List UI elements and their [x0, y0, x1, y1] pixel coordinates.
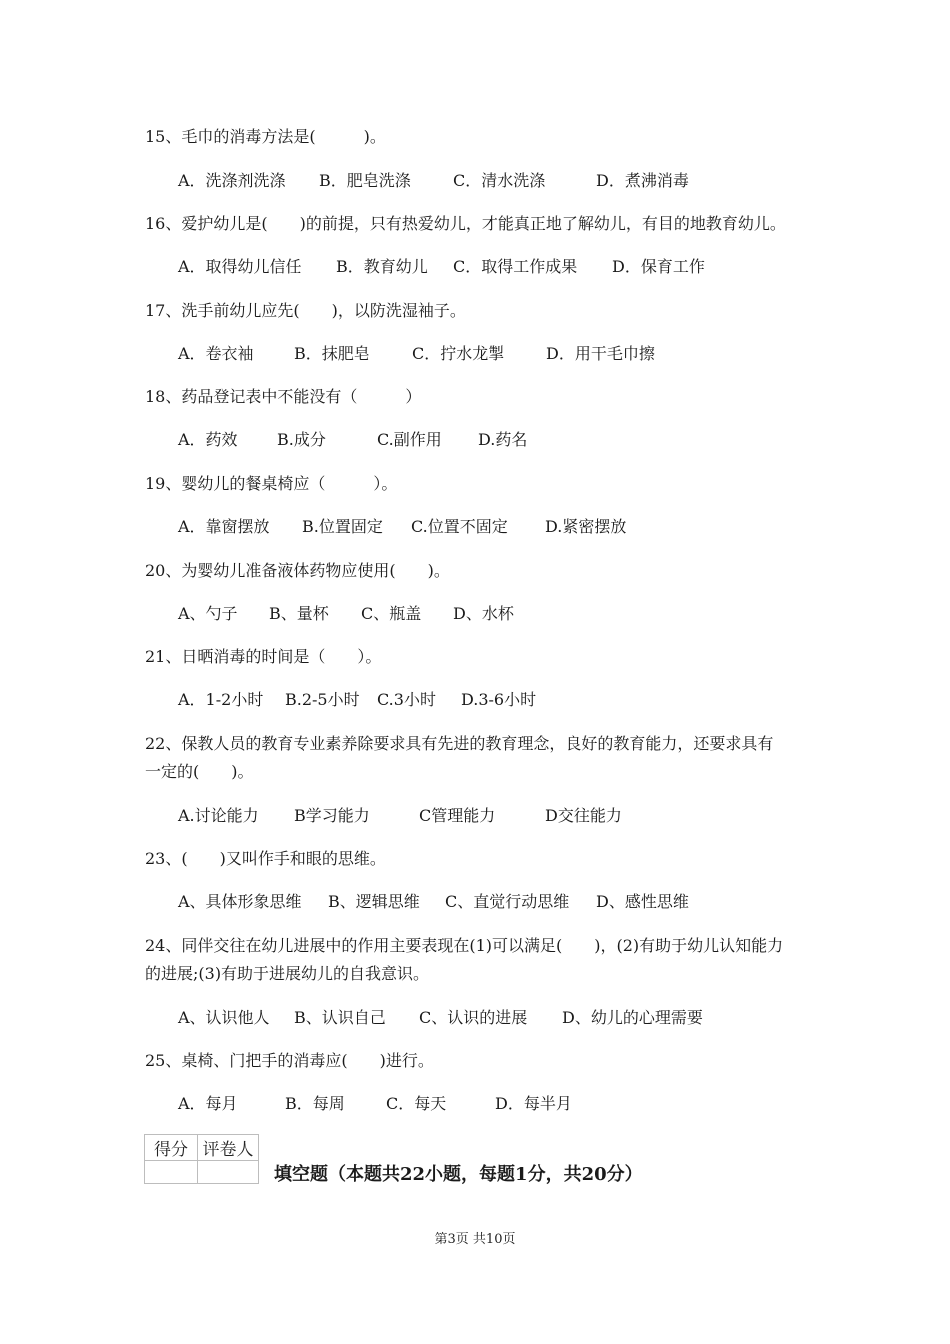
option-c: C.3小时 [377, 690, 436, 709]
option-a: A、认识他人 [178, 1008, 270, 1027]
option-d: D、幼儿的心理需要 [562, 1008, 703, 1027]
question-15: 15、毛巾的消毒方法是( )。 [145, 127, 386, 146]
question-21: 21、日晒消毒的时间是（ ）。 [145, 647, 382, 666]
option-a: A．洗涤剂洗涤 [178, 171, 286, 190]
question-16: 16、爱护幼儿是( )的前提，只有热爱幼儿，才能真正地了解幼儿，有目的地教育幼儿。 [145, 214, 786, 233]
question-18: 18、药品登记表中不能没有（ ） [145, 387, 422, 406]
score-cell [145, 1161, 198, 1184]
option-a: A.讨论能力 [178, 806, 259, 825]
option-b: B、认识自己 [294, 1008, 386, 1027]
option-c: C．取得工作成果 [453, 257, 578, 276]
question-19: 19、婴幼儿的餐桌椅应（ ）。 [145, 474, 398, 493]
option-b: B．每周 [285, 1094, 345, 1113]
question-20: 20、为婴幼儿准备液体药物应使用( )。 [145, 561, 450, 580]
question-23: 23、( )又叫作手和眼的思维。 [145, 849, 386, 868]
score-label: 得分 [145, 1135, 198, 1161]
question-22-cont: 一定的( )。 [145, 762, 254, 781]
option-d: D.紧密摆放 [545, 517, 627, 536]
option-c: C.副作用 [377, 430, 442, 449]
option-d: D．保育工作 [612, 257, 705, 276]
option-c: C、瓶盖 [361, 604, 422, 623]
option-d: D．煮沸消毒 [596, 171, 689, 190]
grader-cell [198, 1161, 259, 1184]
option-d: D．用干毛巾擦 [546, 344, 655, 363]
question-17: 17、洗手前幼儿应先( )，以防洗湿袖子。 [145, 301, 466, 320]
option-b: B．肥皂洗涤 [319, 171, 411, 190]
option-b: B．教育幼儿 [336, 257, 428, 276]
option-b: B学习能力 [294, 806, 370, 825]
option-a: A、勺子 [178, 604, 238, 623]
option-a: A．每月 [178, 1094, 238, 1113]
option-b: B、量杯 [269, 604, 329, 623]
score-box [144, 1134, 259, 1184]
option-d: D.药名 [478, 430, 528, 449]
question-24-cont: 的进展;(3)有助于进展幼儿的自我意识。 [145, 964, 430, 983]
option-b: B、逻辑思维 [328, 892, 420, 911]
question-24: 24、同伴交往在幼儿进展中的作用主要表现在(1)可以满足( )，(2)有助于幼儿认知能力 [145, 936, 784, 955]
option-c: C．清水洗涤 [453, 171, 546, 190]
option-b: B.位置固定 [302, 517, 383, 536]
option-c: C、认识的进展 [419, 1008, 528, 1027]
option-a: A．药效 [178, 430, 238, 449]
option-b: B.2-5小时 [285, 690, 360, 709]
grader-label: 评卷人 [198, 1135, 259, 1161]
option-b: B.成分 [277, 430, 326, 449]
option-a: A．卷衣袖 [178, 344, 254, 363]
option-b: B．抹肥皂 [294, 344, 370, 363]
option-c: C.位置不固定 [411, 517, 508, 536]
option-d: D．每半月 [495, 1094, 572, 1113]
option-c: C．每天 [386, 1094, 447, 1113]
option-a: A、具体形象思维 [178, 892, 302, 911]
section-title: 填空题（本题共22小题，每题1分，共20分） [274, 1164, 643, 1185]
page-footer: 第3页 共10页 [434, 1232, 516, 1247]
option-a: A．1-2小时 [178, 690, 264, 709]
question-25: 25、桌椅、门把手的消毒应( )进行。 [145, 1051, 434, 1070]
option-d: D交往能力 [545, 806, 622, 825]
option-c: C、直觉行动思维 [445, 892, 570, 911]
option-d: D、感性思维 [596, 892, 689, 911]
option-a: A．取得幼儿信任 [178, 257, 302, 276]
option-c: C管理能力 [419, 806, 496, 825]
option-a: A．靠窗摆放 [178, 517, 270, 536]
option-c: C．拧水龙掣 [412, 344, 505, 363]
option-d: D.3-6小时 [461, 690, 537, 709]
question-22: 22、保教人员的教育专业素养除要求具有先进的教育理念，良好的教育能力，还要求具有 [145, 734, 774, 753]
option-d: D、水杯 [453, 604, 514, 623]
